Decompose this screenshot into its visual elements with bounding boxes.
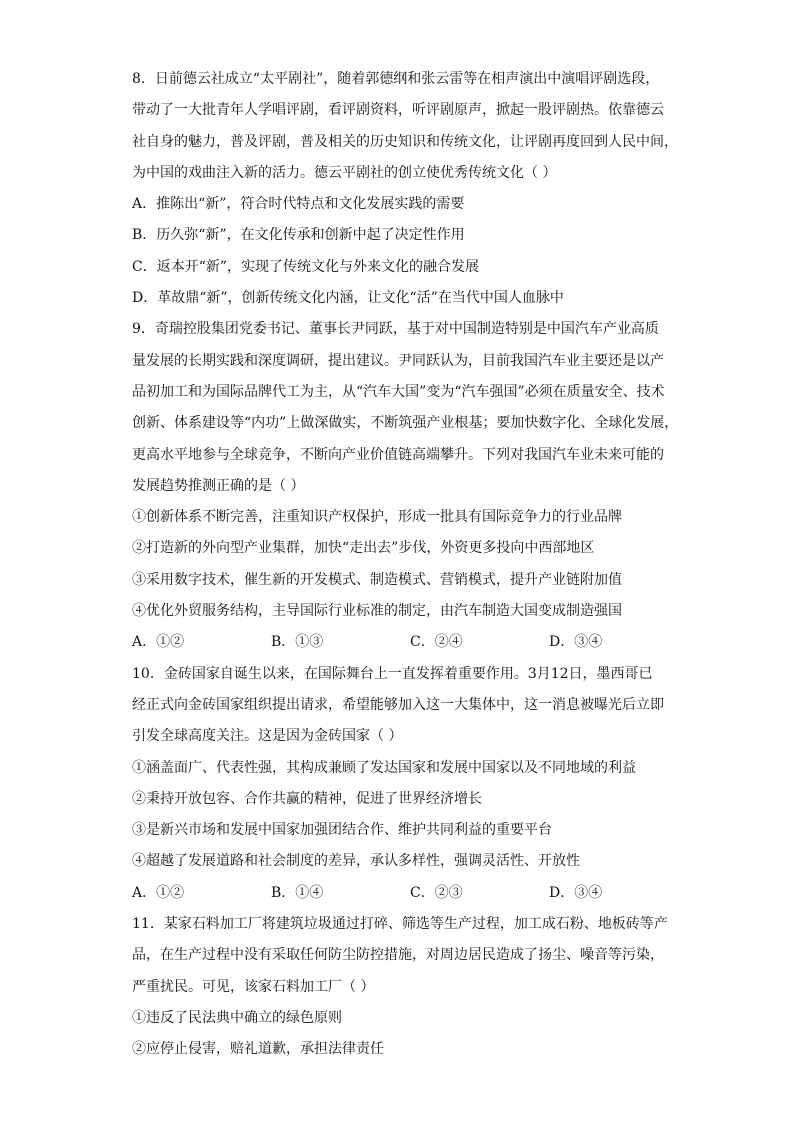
option-item: ②打造新的外向型产业集群，加快“走出去”步伐，外资更多投向中西部地区 [132,540,595,557]
option-item: ④优化外贸服务结构，主导国际行业标准的制定，由汽车制造大国变成制造强国 [132,603,622,620]
question-stem-line: 严重扰民。可见，该家石料加工厂（ ） [132,978,375,995]
question-stem-line: 品，在生产过程中没有采取任何防尘防控措施，对周边居民造成了扬尘、噪音等污染， [132,947,664,964]
question-stem-line: 量发展的长期实践和深度调研，提出建议。尹同跃认为，目前我国汽车业主要还是以产 [132,352,664,369]
option-item: ②应停止侵害，赔礼道歉，承担法律责任 [132,1041,384,1058]
answer-choice: D．③④ [549,884,603,901]
question-stem-line: 发展趋势推测正确的是（ ） [132,477,305,494]
question-stem-line: 品初加工和为国际品牌代工为主，从“汽车大国”变为“汽车强国”必须在质量安全、技术 [132,383,665,400]
answer-choice: C．②③ [410,884,463,901]
answer-choice: D．③④ [549,634,603,651]
question-stem-line: 8．日前德云社成立“太平剧社”，随着郭德纲和张云雷等在相声演出中演唱评剧选段， [132,71,660,87]
option-item: ④超越了发展道路和社会制度的差异，承认多样性，强调灵活性、开放性 [132,853,580,870]
answer-choice: B．①④ [271,884,324,901]
question-stem-line: 9．奇瑞控股集团党委书记、董事长尹同跃，基于对中国制造特别是中国汽车产业高质 [132,321,659,338]
option-item: ③采用数字技术，催生新的开发模式、制造模式、营销模式，提升产业链附加值 [132,571,622,588]
question-stem-line: 11．某家石料加工厂将建筑垃圾通过打碎、筛选等生产过程，加工成石粉、地板砖等产 [132,916,668,933]
question-8 [132,64,692,314]
question-stem-line: 社自身的魅力，普及评剧，普及相关的历史知识和传统文化，让评剧再度回到人民中间， [132,133,678,150]
option-item: C．返本开“新”，实现了传统文化与外来文化的融合发展 [132,258,480,275]
option-item: D．革故鼎“新”，创新传统文化内涵，让文化“活”在当代中国人血脉中 [132,290,564,307]
option-item: ③是新兴市场和发展中国家加强团结合作、维护共同利益的重要平台 [132,822,552,839]
answer-choices [132,878,692,909]
answer-choice: C．②④ [410,634,463,651]
question-stem-line: 10．金砖国家自诞生以来，在国际舞台上一直发挥着重要作用。3月12日，墨西哥已 [132,665,653,682]
question-stem-line: 引发全球高度关注。这是因为金砖国家（ ） [132,728,403,745]
option-item: ①违反了民法典中确立的绿色原则 [132,1009,342,1026]
answer-choices [132,627,692,658]
question-stem-line: 创新、体系建设等“内功”上做深做实，不断筑强产业根基；要加快数字化、全球化发展， [132,415,679,432]
question-stem-line: 为中国的戏曲注入新的活力。德云平剧社的创立使优秀传统文化（ ） [132,164,557,181]
option-item: B．历久弥“新”，在文化传承和创新中起了决定性作用 [132,227,465,244]
option-item: ②秉持开放包容、合作共赢的精神，促进了世界经济增长 [132,790,482,807]
answer-choice: B．①③ [271,634,324,651]
question-stem-line: 经正式向金砖国家组织提出请求，希望能够加入这一大集体中，这一消息被曝光后立即 [132,696,664,713]
question-list [132,64,692,1066]
question-stem-line: 带动了一大批青年人学唱评剧，看评剧资料，听评剧原声，掀起一股评剧热。依靠德云 [132,102,664,119]
option-item: ①涵盖面广、代表性强，其构成兼顾了发达国家和发展中国家以及不同地域的利益 [132,759,636,776]
question-10 [132,659,692,909]
question-9 [132,314,692,658]
question-stem-line: 更高水平地参与全球竞争，不断向产业价值链高端攀升。下列对我国汽车业未来可能的 [132,446,664,463]
question-11 [132,909,692,1065]
option-item: A．推陈出“新”，符合时代特点和文化发展实践的需要 [132,196,465,213]
answer-choice: A．①② [132,884,185,901]
answer-choice: A．①② [132,634,185,651]
option-item: ①创新体系不断完善，注重知识产权保护，形成一批具有国际竞争力的行业品牌 [132,509,622,526]
